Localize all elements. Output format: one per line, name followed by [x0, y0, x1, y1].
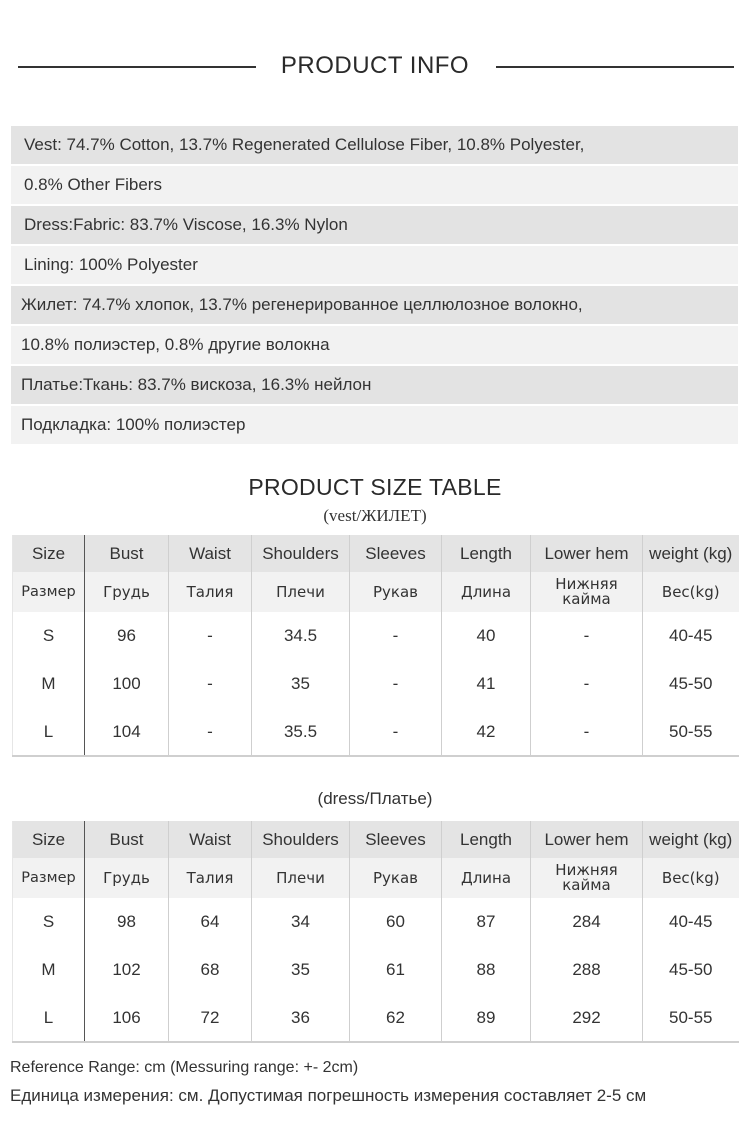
dress-size-table	[12, 821, 739, 1043]
header-row-ru-cell: Рукав	[350, 572, 442, 612]
composition-row: 10.8% полиэстер, 0.8% другие волокна	[11, 326, 738, 364]
header-row-ru-cell: Плечи	[252, 858, 350, 898]
table-row-cell: 104	[85, 708, 169, 756]
header-row-en-cell: Waist	[169, 535, 252, 572]
table-row-cell: 87	[442, 898, 531, 946]
table-row	[13, 612, 739, 660]
composition-list	[11, 126, 738, 446]
header-row-ru	[13, 572, 739, 612]
header-row-en-cell: Lower hem	[531, 535, 643, 572]
table-row-cell: 40-45	[643, 898, 739, 946]
header-row-en-cell: weight (kg)	[643, 821, 739, 858]
header-row-ru-cell: Талия	[169, 858, 252, 898]
header-row-ru-cell: Вес(kg)	[643, 858, 739, 898]
table-row	[13, 994, 739, 1042]
header-row-en-cell: Length	[442, 821, 531, 858]
table-row-cell: -	[169, 660, 252, 708]
table-row-cell: 100	[85, 660, 169, 708]
header-row-en-cell: Shoulders	[252, 821, 350, 858]
table-row-cell: 35	[252, 946, 350, 994]
table-row	[13, 946, 739, 994]
table-row-cell: 34.5	[252, 612, 350, 660]
header-row-en-cell: Size	[13, 535, 85, 572]
table-row-cell: 35	[252, 660, 350, 708]
footnote-ru: Единица измерения: см. Допустимая погрешность измерения составляет 2-5 см	[10, 1086, 647, 1105]
header-row-ru-cell: Размер	[13, 858, 85, 898]
header-row-ru	[13, 858, 739, 898]
table-row-cell: 88	[442, 946, 531, 994]
table-row-cell: S	[13, 612, 85, 660]
header-row-en-cell: Shoulders	[252, 535, 350, 572]
header-row-ru-cell: Талия	[169, 572, 252, 612]
table-row-cell: -	[531, 612, 643, 660]
table-row-cell: 64	[169, 898, 252, 946]
header-row-ru-cell: Длина	[442, 858, 531, 898]
table-row-cell: 89	[442, 994, 531, 1042]
page-title: PRODUCT INFO	[280, 52, 470, 79]
table-row-cell: 45-50	[643, 660, 739, 708]
composition-row: Подкладка: 100% полиэстер	[11, 406, 738, 444]
table-row-cell: 96	[85, 612, 169, 660]
table-row-cell: -	[531, 708, 643, 756]
table-row-cell: -	[169, 708, 252, 756]
table-row-cell: L	[13, 994, 85, 1042]
table-row-cell: 61	[350, 946, 442, 994]
header-row-ru-cell: Нижняя кайма	[531, 858, 643, 898]
table-row	[13, 660, 739, 708]
dress-table-subtitle: (dress/Платье)	[317, 789, 433, 808]
table-row-cell: 35.5	[252, 708, 350, 756]
table-row-cell: 45-50	[643, 946, 739, 994]
table-row-cell: 292	[531, 994, 643, 1042]
table-row-cell: -	[350, 612, 442, 660]
product-info-header	[0, 50, 750, 86]
header-row-en-cell: Bust	[85, 535, 169, 572]
header-row-ru-cell: Вес(kg)	[643, 572, 739, 612]
table-row-cell: -	[350, 660, 442, 708]
table-row-cell: 34	[252, 898, 350, 946]
header-row-ru-cell: Длина	[442, 572, 531, 612]
composition-row: Жилет: 74.7% хлопок, 13.7% регенерированное целлюлозное волокно,	[11, 286, 738, 324]
table-row-cell: 60	[350, 898, 442, 946]
table-row-cell: 50-55	[643, 994, 739, 1042]
header-row-en-cell: Lower hem	[531, 821, 643, 858]
footnotes	[10, 1059, 745, 1106]
size-table-title: PRODUCT SIZE TABLE	[248, 474, 502, 500]
table-row-cell: M	[13, 946, 85, 994]
header-row-en-cell: Bust	[85, 821, 169, 858]
table-row	[13, 708, 739, 756]
header-row-en-cell: weight (kg)	[643, 535, 739, 572]
table-row-cell: 41	[442, 660, 531, 708]
header-row-ru-cell: Рукав	[350, 858, 442, 898]
table-row-cell: -	[531, 660, 643, 708]
divider-right	[496, 66, 734, 68]
header-row-ru-cell: Плечи	[252, 572, 350, 612]
table-row-cell: S	[13, 898, 85, 946]
table-row-cell: M	[13, 660, 85, 708]
table-row-cell: L	[13, 708, 85, 756]
composition-row: Платье:Ткань: 83.7% вискоза, 16.3% нейлон	[11, 366, 738, 404]
footnote-en: Reference Range: cm (Messuring range: +- 2cm)	[10, 1059, 359, 1076]
header-row-en-cell: Sleeves	[350, 535, 442, 572]
header-row-ru-cell: Грудь	[85, 572, 169, 612]
table-row-cell: -	[169, 612, 252, 660]
table-row-cell: 36	[252, 994, 350, 1042]
header-row-en-cell: Size	[13, 821, 85, 858]
header-row-en-cell: Length	[442, 535, 531, 572]
table-row	[13, 898, 739, 946]
table-row-cell: -	[350, 708, 442, 756]
header-row-en	[13, 535, 739, 572]
table-row-cell: 62	[350, 994, 442, 1042]
header-row-ru-cell: Размер	[13, 572, 85, 612]
table-row-cell: 284	[531, 898, 643, 946]
composition-row: 0.8% Other Fibers	[11, 166, 738, 204]
composition-row: Dress:Fabric: 83.7% Viscose, 16.3% Nylon	[11, 206, 738, 244]
table-row-cell: 68	[169, 946, 252, 994]
table-row-cell: 106	[85, 994, 169, 1042]
header-row-en-cell: Sleeves	[350, 821, 442, 858]
table-row-cell: 102	[85, 946, 169, 994]
vest-table-subtitle: (vest/ЖИЛЕТ)	[323, 506, 427, 525]
header-row-ru-cell: Нижняя кайма	[531, 572, 643, 612]
table-row-cell: 72	[169, 994, 252, 1042]
vest-size-table	[12, 535, 739, 757]
header-row-en	[13, 821, 739, 858]
header-row-en-cell: Waist	[169, 821, 252, 858]
table-row-cell: 42	[442, 708, 531, 756]
table-row-cell: 98	[85, 898, 169, 946]
composition-row: Lining: 100% Polyester	[11, 246, 738, 284]
table-row-cell: 288	[531, 946, 643, 994]
table-row-cell: 50-55	[643, 708, 739, 756]
composition-row: Vest: 74.7% Cotton, 13.7% Regenerated Cellulose Fiber, 10.8% Polyester,	[11, 126, 738, 164]
header-row-ru-cell: Грудь	[85, 858, 169, 898]
table-row-cell: 40	[442, 612, 531, 660]
table-row-cell: 40-45	[643, 612, 739, 660]
